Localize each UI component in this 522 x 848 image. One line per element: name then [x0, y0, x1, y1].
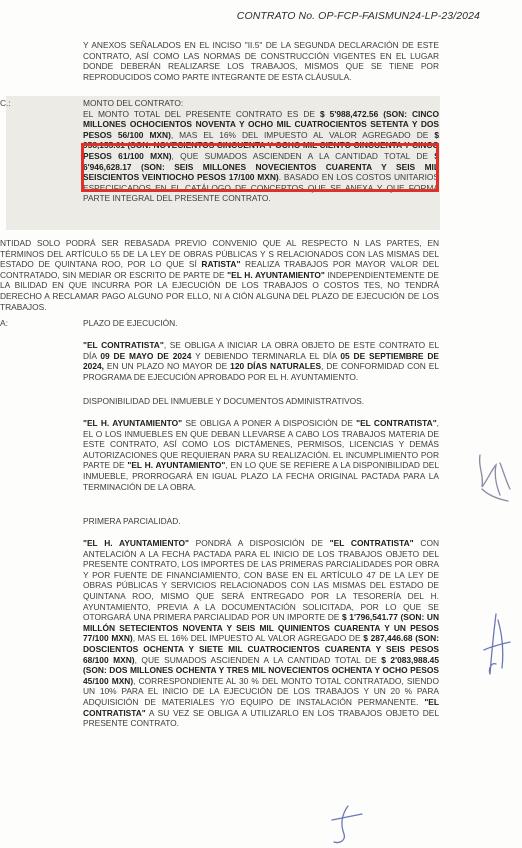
- disponibilidad-paragraph: "EL H. AYUNTAMIENTO" SE OBLIGA A PONER A DISPOSICIÓN DE "EL CONTRATISTA", EL O LOS INMUEBLES EN QUE DEBAN LLEVARSE A CABO LOS TRABAJOS MATERIA DE ESTE CONTRATO, ASÍ COMO LOS DICTÁMENES, PERMISOS, LICENCIAS Y DEMÁS AUTORIZACIONES QUE REQUIERAN PARA SU REALIZACIÓN. EL INCUMPLIMIENTO POR PARTE DE "EL H. AYUNTAMIENTO", EN LO QUE SE REFIERE A LA DISPONIBILIDAD DEL INMUEBLE, PRORROGARÁ EN IGUAL PLAZO LA FECHA ORIGINAL PACTADA PARA LA TERMINACIÓN DE LA OBRA.: [83, 418, 439, 492]
- monto-clause-label: C.:: [0, 98, 11, 108]
- monto-clause-paragraph: MONTO DEL CONTRATO: EL MONTO TOTAL DEL PRESENTE CONTRATO ES DE $ 5'988,472.56 (SON: CINCO MILLONES OCHOCIENTOS NOVENTA Y OCHO MIL CUATROCIENTOS SETENTA Y DOS PESOS 56/100 MXN), MAS EL 16% DEL IMPUESTO AL VALOR AGREGADO DE $ 958,155.61 (SON: NOVECIENTOS CINCUENTA Y OCHO MIL CIENTO CINCUENTA Y CINCO PESOS 61/100 MXN), QUE SUMADOS ASCIENDEN A LA CANTIDAD TOTAL DE $ 6'946,628.17 (SON: SEIS MILLONES NOVECIENTOS CUARENTA Y SEIS MIL SEISCIENTOS VEINTIOCHO PESOS 17/100 MXN). BASADO EN LOS COSTOS UNITARIOS ESPECIFICADOS EN EL CATÁLOGO DE CONCEPTOS QUE SE ANEXA Y QUE FORMA PARTE INTEGRAL DEL PRESENTE CONTRATO.: [83, 98, 439, 204]
- plazo-title: PLAZO DE EJECUCIÓN.: [83, 318, 178, 328]
- disponibilidad-title: DISPONIBILIDAD DEL INMUEBLE Y DOCUMENTOS ADMINISTRATIVOS.: [83, 396, 365, 406]
- plazo-clause-label: A:: [0, 318, 8, 328]
- initials-signature-2: [476, 610, 516, 680]
- plazo-paragraph: "EL CONTRATISTA", SE OBLIGA A INICIAR LA OBRA OBJETO DE ESTE CONTRATO EL DÍA 09 DE MAYO DE 2024 Y DEBIENDO TERMINARLA EL DÍA 05 DE SEPTIEMBRE DE 2024, EN UN PLAZO NO MAYOR DE 120 DÍAS NATURALES, DE CONFORMIDAD CON EL PROGRAMA DE EJECUCIÓN APROBADO POR EL H. AYUNTAMIENTO.: [83, 340, 439, 382]
- contract-number-header: CONTRATO No. OP-FCP-FAISMUN24-LP-23/2024: [236, 10, 480, 22]
- initials-signature-3: [326, 802, 366, 846]
- monto-iva: $ 958,155.61 (SON: NOVECIENTOS CINCUENTA Y OCHO MIL CIENTO CINCUENTA Y CINCO PESOS 61/100 MXN): [83, 129, 439, 161]
- initials-signature-1: [470, 445, 518, 507]
- primera-paragraph: "EL H. AYUNTAMIENTO" PONDRÁ A DISPOSICIÓN DE "EL CONTRATISTA" CON ANTELACIÓN A LA FECHA PACTADA PARA EL INICIO DE LOS TRABAJOS OBJETO DEL PRESENTE CONTRATO, LOS IMPORTES DE LAS PRIMERAS PARCIALIDADES POR OBRA Y POR FUENTE DE FINANCIAMIENTO, CON BASE EN EL ARTÍCULO 47 DE LA LEY DE OBRAS PÚBLICAS Y SERVICIOS RELACIONADOS CON LAS MISMAS DEL ESTADO DE QUINTANA ROO, MISMO QUE SERÁ ENTREGADO POR LA TESORERÍA DEL H. AYUNTAMIENTO, PREVIA A LA DOCUMENTACIÓN SOLICITADA, POR LO QUE SE OTORGARÁ UNA PRIMERA PARCIALIDAD POR UN IMPORTE DE $ 1'796,541.77 (SON: UN MILLÓN SETECIENTOS NOVENTA Y SEIS MIL QUINIENTOS CUARENTA Y UN PESOS 77/100 MXN), MAS EL 16% DEL IMPUESTO AL VALOR AGREGADO DE $ 287,446.68 (SON: DOSCIENTOS OCHENTA Y SIETE MIL CUATROCIENTOS CUARENTA Y SEIS PESOS 68/100 MXN), QUE SUMADOS ASCIENDEN A LA CANTIDAD TOTAL DE $ 2'083,988.45 (SON: DOS MILLONES OCHENTA Y TRES MIL NOVECIENTOS OCHENTA Y OCHO PESOS 45/100 MXN), CORRESPONDIENTE AL 30 % DEL MONTO TOTAL CONTRATADO, SIENDO UN 10% PARA EL INICIO DE LA EJECUCIÓN DE LOS TRABAJOS Y UN 20 % PARA ADQUISICIÓN DE MATERIALES Y/O EQUIPO DE INSTALACIÓN PERMANENTE. "EL CONTRATISTA" A SU VEZ SE OBLIGA A UTILIZARLO EN LOS TRABAJOS OBJETO DEL PRESENTE CONTRATO.: [83, 538, 439, 729]
- cantidad-paragraph: NTIDAD SOLO PODRÁ SER REBASADA PREVIO CONVENIO QUE AL RESPECTO N LAS PARTES, EN TÉRMINOS DEL ARTÍCULO 55 DE LA LEY DE OBRAS PÚBLICAS Y S RELACIONADOS CON LAS MISMAS DEL ESTADO DE QUINTANA ROO, POR LO QUE SÍ RATISTA" REALIZA TRABAJOS POR MAYOR VALOR DEL CONTRATADO, SIN MEDIAR OR ESCRITO DE PARTE DE "EL H. AYUNTAMIENTO" INDEPENDIENTEMENTE DE LA BILIDAD EN QUE INCURRA POR LA EJECUCIÓN DE LOS TRABAJOS O COSTOS TES, NO TENDRÁ DERECHO A RECLAMAR PAGO ALGUNO POR ELLO, NI A CIÓN ALGUNA DEL PLAZO DE EJECUCIÓN DE LOS TRABAJOS.: [0, 238, 439, 312]
- monto-clause-title: MONTO DEL CONTRATO:: [83, 98, 184, 108]
- primera-title: PRIMERA PARCIALIDAD.: [83, 516, 181, 526]
- anexos-paragraph: Y ANEXOS SEÑALADOS EN EL INCISO "II.5" DE LA SEGUNDA DECLARACIÓN DE ESTE CONTRATO, ASÍ COMO LAS NORMAS DE CONSTRUCCIÓN VIGENTES EN EL LUGAR DONDE DEBERÁN REALIZARSE LOS TRABAJOS, MISMOS QUE SE TIENE POR REPRODUCIDOS COMO PARTE INTEGRANTE DE ESTA CLÁUSULA.: [83, 40, 439, 82]
- monto-amount: $ 5'988,472.56 (SON: CINCO MILLONES OCHOCIENTOS NOVENTA Y OCHO MIL CUATROCIENTOS SETENTA Y DOS PESOS 56/100 MXN): [83, 108, 439, 140]
- monto-total: $ 6'946,628.17 (SON: SEIS MILLONES NOVECIENTOS CUARENTA Y SEIS MIL SEISCIENTOS VEINTIOCHO PESOS 17/100 MXN): [83, 150, 439, 183]
- highlight-box: [81, 143, 439, 192]
